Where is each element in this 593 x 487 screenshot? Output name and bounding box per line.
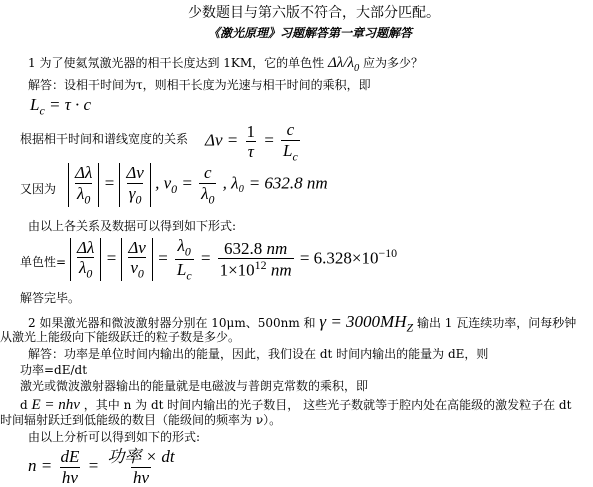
result-exponent: −10	[378, 245, 398, 260]
fraction-power-numerator: 功率 × dt	[107, 447, 175, 466]
formula-photon-count: n = $\frac{dE}{h\nu}$ = $\frac{\text{功率 × dt}}{h\nu}$	[28, 447, 175, 487]
derive-text-1: 由以上各关系及数据可以得到如下形式:	[28, 219, 237, 233]
formula-nu0: ν	[163, 173, 172, 193]
answer-1-intro: 解答：设相干时间为τ，则相干长度为光速与相干时间的乘积，即	[28, 78, 371, 92]
monochromaticity-symbol: $\Delta\lambda/\lambda_0$	[327, 55, 360, 74]
derive-text-2: 由以上分析可以得到如下的形式:	[28, 430, 201, 444]
monochromaticity-label: 单色性=	[20, 255, 67, 269]
also-text: 又因为	[20, 182, 57, 196]
document-title: 《激光原理》习题解答第一章习题解答	[208, 26, 413, 40]
relation-text: 根据相干时间和谱线宽度的关系	[20, 132, 189, 146]
question-1	[28, 56, 423, 75]
question-1-text-b: 应为多少？	[363, 56, 424, 70]
differential-d: d	[20, 398, 28, 412]
fraction-1-over-tau: $\frac{1}{\tau}$	[246, 121, 255, 162]
answer-2-line-1: 解答：功率是单位时间内输出的能量，因此，我们设在 dt 时间内输出的能量为 dE，则	[28, 347, 489, 361]
fraction-c-over-lc: $\frac{c}{L_c}$	[282, 120, 298, 163]
formula-lc-rhs: = τ · c	[49, 95, 92, 114]
energy-formula: E = nhν	[31, 397, 80, 413]
formula-lc-sub: c	[39, 103, 45, 118]
question-1-text-a: 1 为了使氦氖激光器的相干长度达到 1KM，它的单色性	[28, 56, 325, 70]
formula-lc-lhs: L	[30, 95, 40, 114]
answer-1-done: 解答完毕。	[20, 291, 81, 305]
numerator-unit: nm	[266, 238, 288, 258]
question-2-line-2: 从激光上能级向下能级跃迁的粒子数是多少。	[0, 330, 241, 344]
denominator-exponent: 12	[254, 258, 267, 273]
frequency-value: γ = 3000	[319, 312, 381, 331]
answer-2-explain-line-1	[20, 398, 571, 413]
result-value: = 6.328×10	[299, 248, 379, 268]
power-definition: 功率=dE/dt	[20, 363, 88, 377]
fraction-de-numerator: dE	[60, 447, 80, 466]
frequency-unit-sub: Z	[406, 320, 414, 335]
frequency-formula	[319, 312, 414, 335]
formula-lambda0: λ₀ = 632.8	[231, 173, 303, 193]
denominator-unit: nm	[270, 260, 292, 280]
formula-linewidth: Δν = $\frac{1}{\tau}$ = $\frac{c}{L_c}$	[205, 120, 298, 163]
formula-linewidth-lhs: Δν =	[205, 130, 239, 150]
formula-ratio-equality: $\frac{\Delta\lambda}{\lambda_0}$ = $\frac{\Delta\nu}{\gamma_0}$ , $\nu_0$ = $\frac{c}{\lambda_0}$ , λ₀ = 632.8 nm	[68, 163, 328, 207]
notice-line: 少数题目与第六版不符合，大部分匹配。	[188, 5, 440, 21]
energy-text: 激光或微波激射器输出的能量就是电磁波与普朗克常数的乘积，即	[20, 379, 369, 393]
frequency-unit: MH	[380, 312, 407, 331]
answer-2-explain-line-2: 时间辐射跃迁到低能级的数目（能级间的频率为 ν）。	[0, 413, 282, 427]
fraction-numeric	[218, 239, 294, 281]
unit-nm: nm	[306, 173, 328, 193]
explain-text-a: ，其中 n 为 dt 时间内输出的光子数目， 这些光子数就等于腔内处在高能级的激发粒子在 dt	[83, 398, 572, 412]
numerator-value: 632.8	[223, 238, 263, 258]
formula-coherence-length	[30, 96, 91, 117]
formula-monochromaticity: $\frac{\Delta\lambda}{\lambda_0}$ = $\frac{\Delta\nu}{\nu_0}$ = $\frac{\lambda_0}{L_c}$ = $\frac{632.8 nm}{1\times 10^{12} nm}$ = $6.328\times 10^{-10}$	[70, 236, 397, 283]
question-2-text-b: 输出 1 瓦连续功率，问每秒钟	[416, 316, 577, 330]
photon-count-lhs: n =	[28, 455, 53, 475]
denominator-value: 1×10	[219, 260, 255, 280]
question-2-text-a: 2 如果激光器和微波激射器分别在 10μm、500nm 和	[28, 316, 316, 330]
